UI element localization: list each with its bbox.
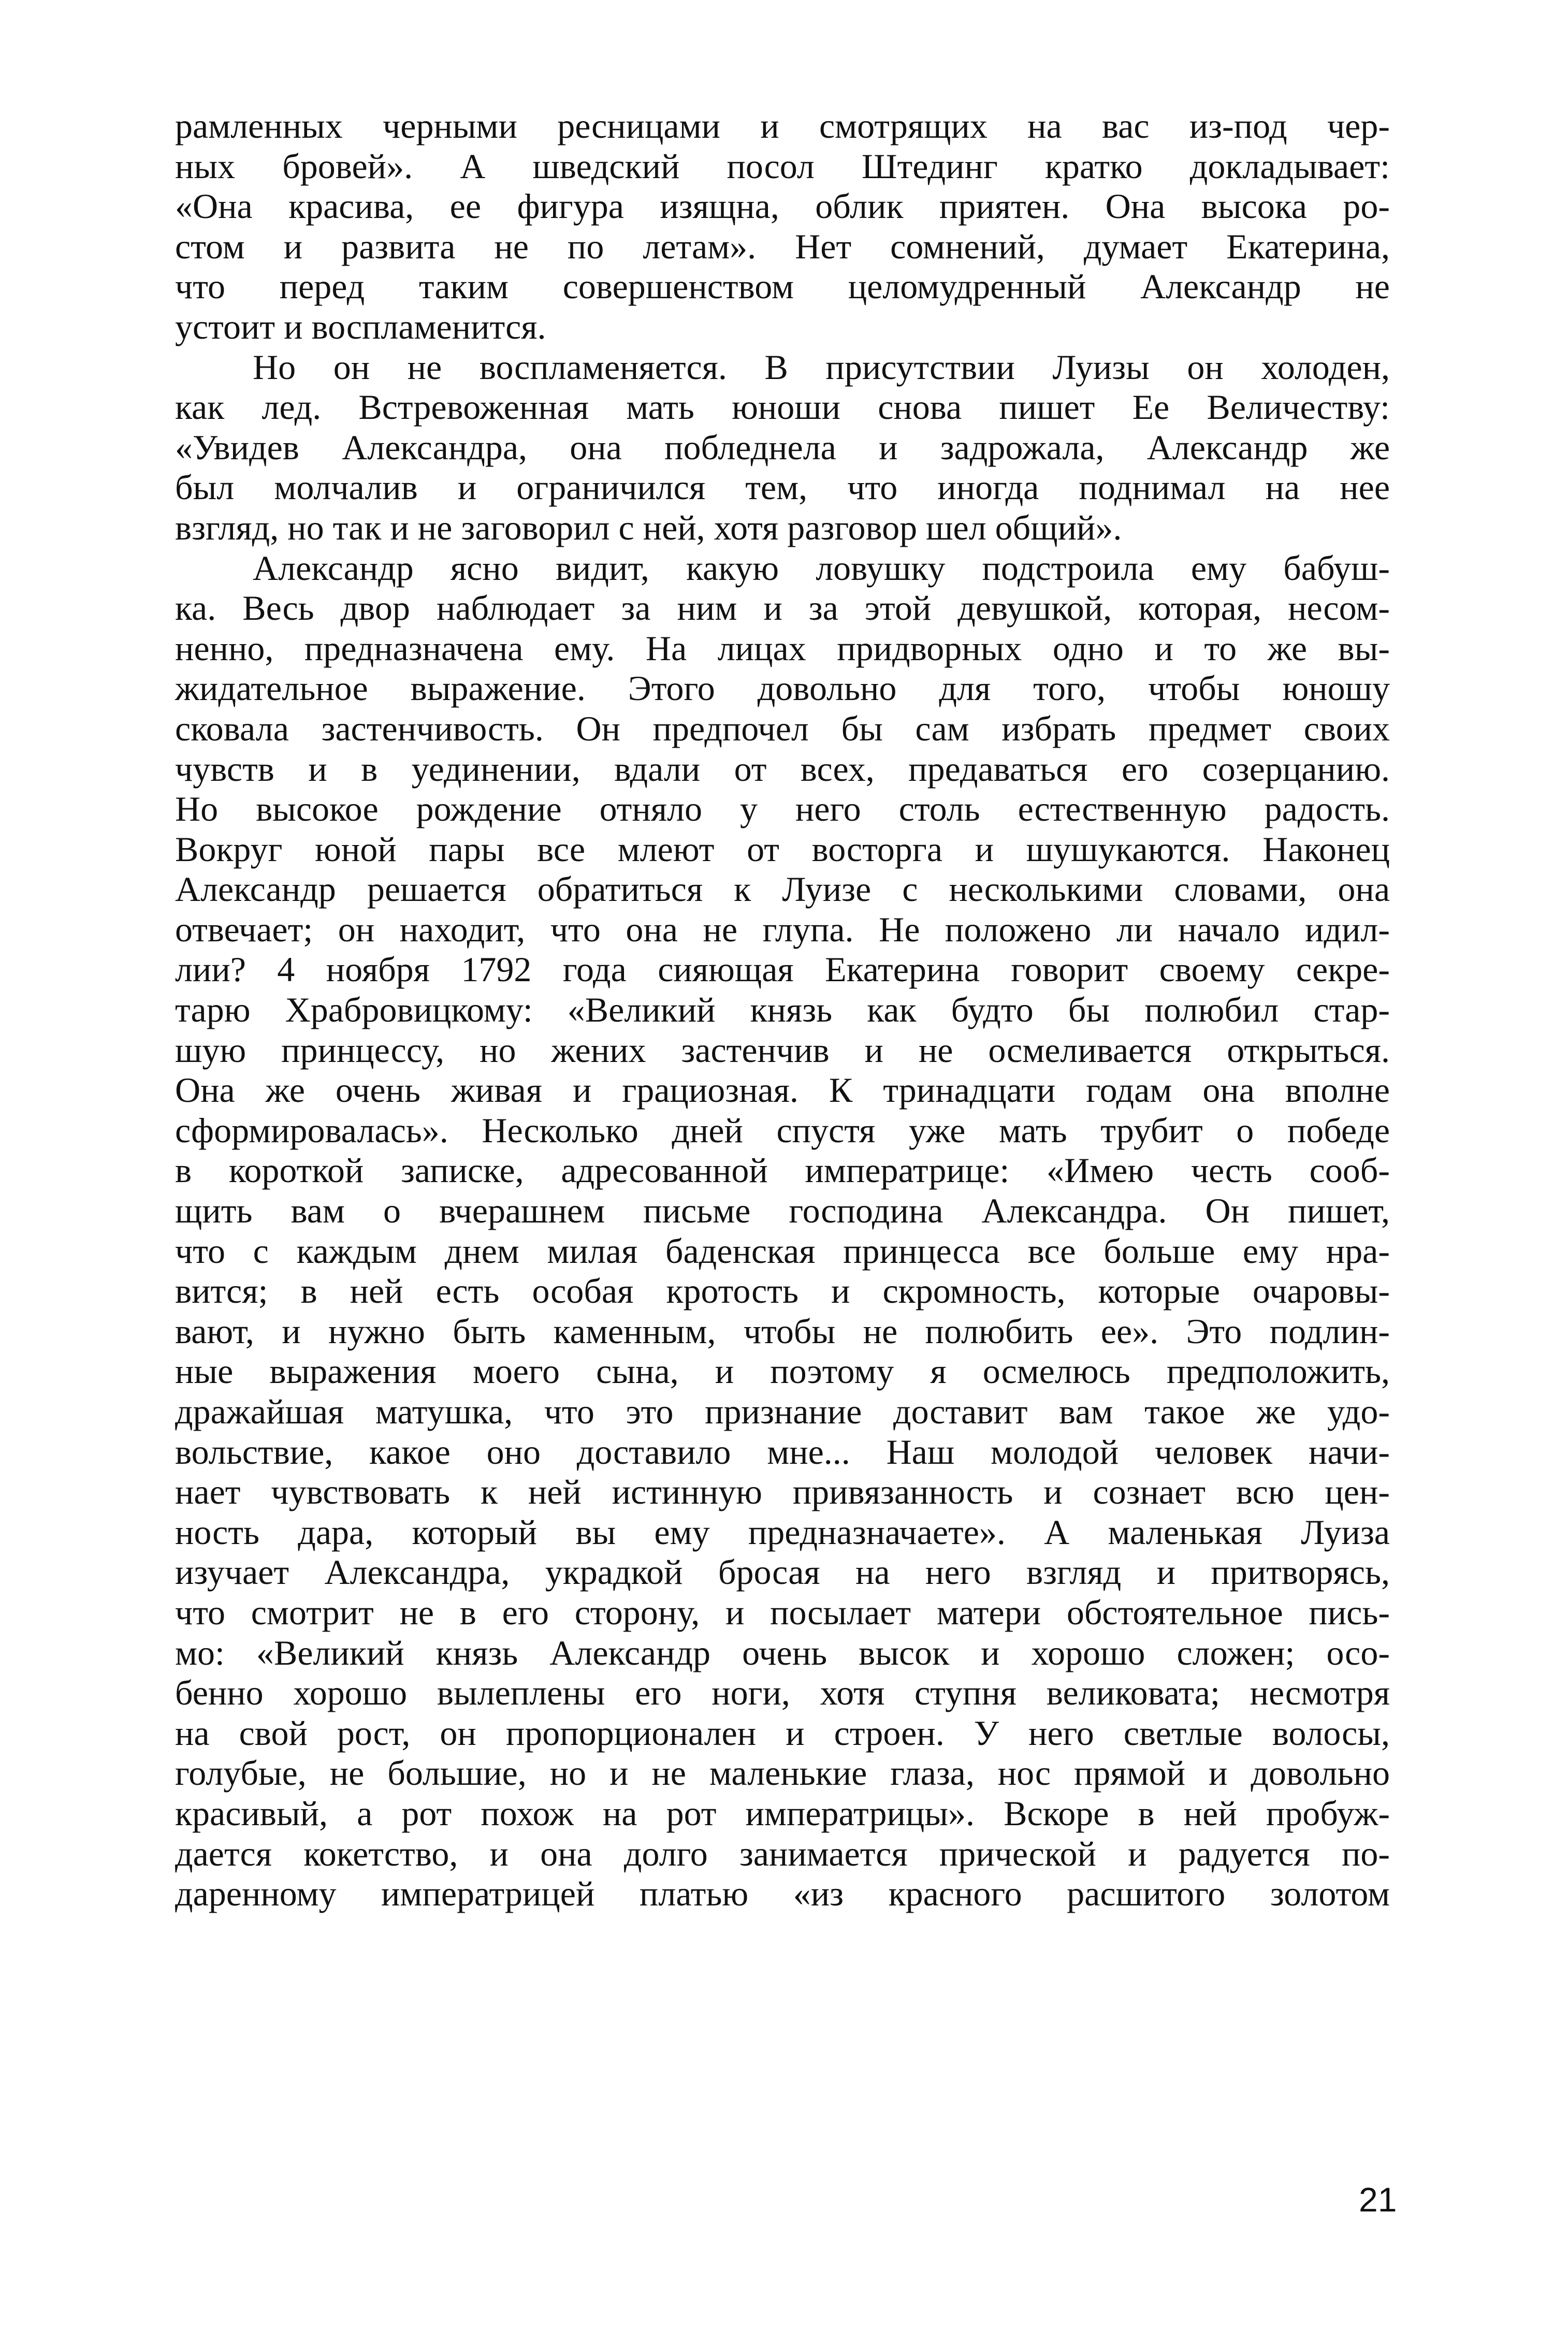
text-line: ные выражения моего сына, и поэтому я осмелюсь предположить,: [175, 1351, 1390, 1391]
page-number: 21: [1359, 2180, 1397, 2219]
text-line: Но высокое рождение отняло у него столь естественную радость.: [175, 789, 1390, 829]
text-line: даренному императрицей платью «из красного расшитого золотом: [175, 1874, 1390, 1914]
text-line: был молчалив и ограничился тем, что иногда поднимал на нее: [175, 468, 1390, 507]
text-line: шую принцессу, но жених застенчив и не осмеливается открыться.: [175, 1030, 1390, 1070]
text-line: дается кокетство, и она долго занимается прической и радуется по-: [175, 1833, 1390, 1873]
paragraph: [175, 106, 1390, 347]
text-line: Она же очень живая и грациозная. К тринадцати годам она вполне: [175, 1070, 1390, 1110]
text-line: взгляд, но так и не заговорил с ней, хотя разговор шел общий».: [175, 507, 1122, 547]
text-line: дражайшая матушка, что это признание доставит вам такое же удо-: [175, 1392, 1390, 1431]
text-line: жидательное выражение. Этого довольно для того, чтобы юношу: [175, 668, 1390, 708]
text-line: красивый, а рот похож на рот императрицы». Вскоре в ней пробуж-: [175, 1793, 1390, 1833]
text-line: тарю Храбровицкому: «Великий князь как будто бы полюбил стар-: [175, 990, 1390, 1030]
text-line: в короткой записке, адресованной императрице: «Имею честь сооб-: [175, 1151, 1390, 1190]
text-line: рамленных черными ресницами и смотрящих на вас из-под чер-: [175, 106, 1390, 145]
text-line: что перед таким совершенством целомудренный Александр не: [175, 267, 1390, 307]
text-line: голубые, не большие, но и не маленькие глаза, нос прямой и довольно: [175, 1753, 1390, 1793]
text-line: сковала застенчивость. Он предпочел бы сам избрать предмет своих: [175, 708, 1390, 748]
text-line: стом и развита не по летам». Нет сомнений, думает Екатерина,: [175, 226, 1390, 266]
text-line: Александр решается обратиться к Луизе с несколькими словами, она: [175, 869, 1390, 909]
text-line: что с каждым днем милая баденская принцесса все больше ему нра-: [175, 1231, 1390, 1271]
text-line: вают, и нужно быть каменным, чтобы не полюбить ее». Это подлин-: [175, 1311, 1390, 1351]
body-text: [175, 106, 1390, 1914]
text-line: «Она красива, ее фигура изящна, облик приятен. Она высока ро-: [175, 186, 1390, 226]
text-line: вится; в ней есть особая кротость и скромность, которые очаровы-: [175, 1271, 1390, 1311]
text-line: нает чувствовать к ней истинную привязанность и сознает всю цен-: [175, 1472, 1390, 1512]
text-line: изучает Александра, украдкой бросая на него взгляд и притворясь,: [175, 1552, 1390, 1592]
text-line: Вокруг юной пары все млеют от восторга и шушукаются. Наконец: [175, 829, 1390, 869]
text-line: на свой рост, он пропорционален и строен. У него светлые волосы,: [175, 1713, 1390, 1753]
paragraph: [175, 347, 1390, 548]
text-line: ных бровей». А шведский посол Штединг кратко докладывает:: [175, 146, 1390, 186]
text-line: мо: «Великий князь Александр очень высок и хорошо сложен; осо-: [175, 1633, 1390, 1672]
text-line: отвечает; он находит, что она не глупа. Не положено ли начало идил-: [175, 909, 1390, 949]
text-line: вольствие, какое оно доставило мне... Наш молодой человек начи-: [175, 1432, 1390, 1472]
text-line: как лед. Встревоженная мать юноши снова пишет Ее Величеству:: [175, 387, 1390, 427]
text-line: щить вам о вчерашнем письме господина Александра. Он пишет,: [175, 1191, 1390, 1231]
text-line: лии? 4 ноября 1792 года сияющая Екатерина говорит своему секре-: [175, 950, 1390, 989]
text-line: сформировалась». Несколько дней спустя уже мать трубит о победе: [175, 1110, 1390, 1150]
text-line: Александр ясно видит, какую ловушку подстроила ему бабуш-: [253, 548, 1390, 588]
text-line: что смотрит не в его сторону, и посылает матери обстоятельное пись-: [175, 1592, 1390, 1632]
text-line: Но он не воспламеняется. В присутствии Луизы он холоден,: [253, 347, 1390, 387]
text-line: ность дара, который вы ему предназначаете». А маленькая Луиза: [175, 1512, 1390, 1552]
paragraph: [175, 548, 1390, 1914]
text-line: чувств и в уединении, вдали от всех, предаваться его созерцанию.: [175, 749, 1390, 789]
text-line: бенно хорошо вылеплены его ноги, хотя ступня великовата; несмотря: [175, 1673, 1390, 1713]
text-line: «Увидев Александра, она побледнела и задрожала, Александр же: [175, 427, 1390, 467]
text-line: устоит и воспламенится.: [175, 307, 546, 346]
text-line: ненно, предназначена ему. На лицах придворных одно и то же вы-: [175, 628, 1390, 668]
text-line: ка. Весь двор наблюдает за ним и за этой девушкой, которая, несом-: [175, 588, 1390, 628]
